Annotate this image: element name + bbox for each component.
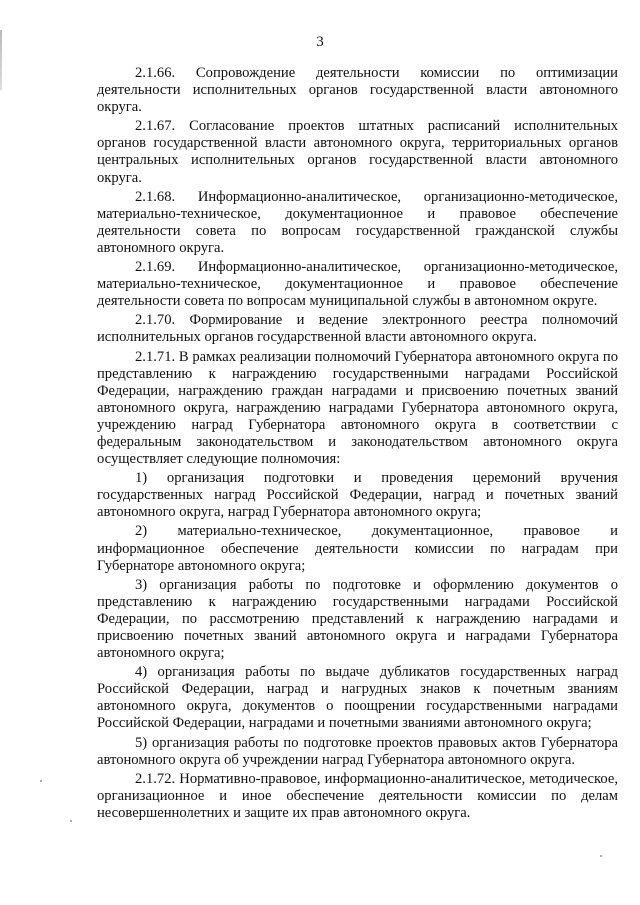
- paragraph-2-1-70: 2.1.70. Формирование и ведение электронного реестра полномочий исполнительных органов государственной власти автономного округа.: [97, 312, 618, 346]
- scan-speck: [40, 780, 42, 782]
- list-item-1: 1) организация подготовки и проведения церемоний вручения государственных наград Российской Федерации, наград и почетных званий автономного округа, наград Губернатора автономного округа;: [97, 470, 618, 521]
- paragraph-2-1-66: 2.1.66. Сопровождение деятельности комиссии по оптимизации деятельности исполнительных органов государственной власти автономного округа.: [97, 65, 618, 116]
- list-item-2: 2) материально-техническое, документационное, правовое и информационное обеспечение деятельности комиссии по наградам при Губернаторе автономного округа;: [97, 523, 618, 574]
- scan-speck: [70, 820, 72, 822]
- paragraph-2-1-68: 2.1.68. Информационно-аналитическое, организационно-методическое, материально-техническое, документационное и правовое обеспечение деятельности совета по вопросам государственной гражданской службы автономного округа.: [97, 188, 618, 256]
- paragraph-2-1-67: 2.1.67. Согласование проектов штатных расписаний исполнительных органов государственной власти автономного округа, территориальных органов центральных исполнительных органов государственной власти автономного округа.: [97, 118, 618, 186]
- page-number: 3: [316, 34, 324, 50]
- list-item-3: 3) организация работы по подготовке и оформлению документов о представлению к награждению государственными наградами Российской Федерации, по рассмотрению представлений к награждению наградами и присвоению почетных званий автономного округа и наградами Губернатора автономного округа;: [97, 576, 618, 662]
- list-item-5: 5) организация работы по подготовке проектов правовых актов Губернатора автономного округа об учреждении наград Губернатора автономного округа.: [97, 734, 618, 768]
- paragraph-2-1-71: 2.1.71. В рамках реализации полномочий Губернатора автономного округа по представлению к награждению государственными наградами Российской Федерации, награждению граждан наградами и присвоению почетных званий автономного округа, награждению наградами Губернатора автономного округа, учреждению наград Губернатора автономного округа в соответствии с федеральным законодательством и законодательством автономного округа осуществляет следующие полномочия:: [97, 348, 618, 468]
- scan-speck: [600, 855, 602, 857]
- paragraph-2-1-69: 2.1.69. Информационно-аналитическое, организационно-методическое, материально-техническое, документационное и правовое обеспечение деятельности совета по вопросам муниципальной службы в автономном округе.: [97, 259, 618, 310]
- list-item-4: 4) организация работы по выдаче дубликатов государственных наград Российской Федерации, наград и нагрудных знаков к почетным званиям автономного округа, документов о поощрении государственными наградами Российской Федерации, наградами и почетными званиями автономного округа;: [97, 664, 618, 732]
- document-body: [97, 65, 618, 824]
- paragraph-2-1-72: 2.1.72. Нормативно-правовое, информационно-аналитическое, методическое, организационное и иное обеспечение деятельности комиссии по делам несовершеннолетних и защите их прав автономного округа.: [97, 770, 618, 821]
